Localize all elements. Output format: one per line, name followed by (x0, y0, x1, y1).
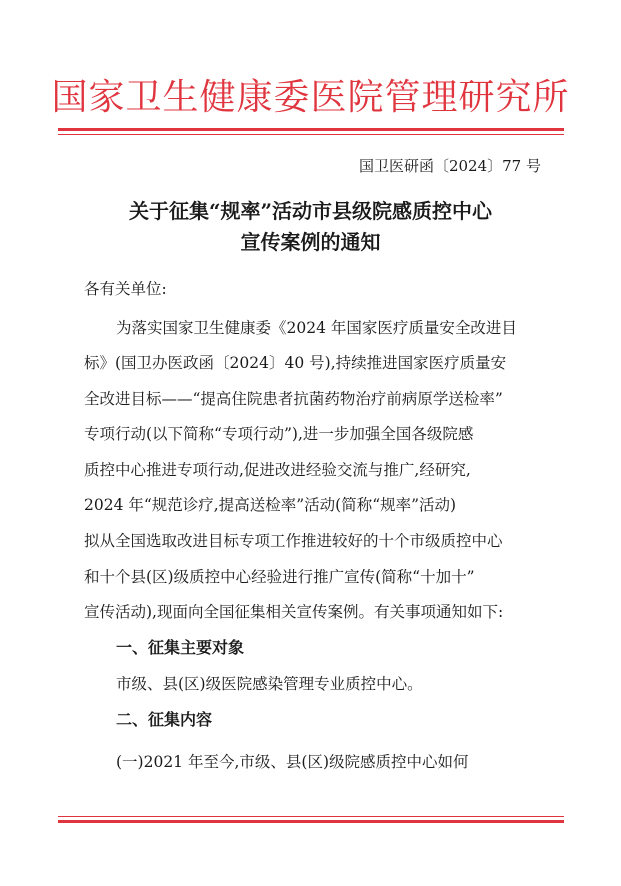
intro-line: 拟从全国选取改进目标专项工作推进较好的十个市级质控中心 (84, 532, 503, 550)
header-rule-thin (58, 134, 564, 135)
document-number: 国卫医研函〔2024〕77 号 (358, 157, 541, 175)
intro-line: 宣传活动),现面向全国征集相关宣传案例。有关事项通知如下: (84, 603, 504, 621)
intro-line: 标》(国卫办医政函〔2024〕40 号),持续推进国家医疗质量安 (84, 354, 507, 372)
organization-header: 国家卫生健康委医院管理研究所 (51, 77, 570, 118)
intro-line: 质控中心推进专项行动,促进改进经验交流与推广,经研究, (84, 461, 471, 479)
section-1-heading: 一、征集主要对象 (116, 638, 245, 657)
intro-line: 全改进目标——“提高住院患者抗菌药物治疗前病原学送检率” (84, 390, 503, 408)
section-1-text: 市级、县(区)级医院感染管理专业质控中心。 (116, 675, 423, 693)
document-title-line-2: 宣传案例的通知 (240, 230, 381, 254)
intro-line: 和十个县(区)级质控中心经验进行推广宣传(简称“十加十” (84, 568, 475, 586)
intro-line: 2024 年“规范诊疗,提高送检率”活动(简称“规率”活动) (84, 496, 457, 514)
intro-line: 专项行动(以下简称“专项行动”),进一步加强全国各级院感 (84, 425, 474, 443)
intro-line: 为落实国家卫生健康委《2024 年国家医疗质量安全改进目 (116, 319, 517, 337)
footer-rule-thin (58, 816, 564, 817)
footer-rule-thick (58, 820, 564, 823)
header-rule-thick (58, 128, 564, 131)
section-2-heading: 二、征集内容 (116, 710, 213, 729)
document-title-line-1: 关于征集“规率”活动市县级院感质控中心 (128, 199, 492, 223)
section-2-text: (一)2021 年至今,市级、县(区)级院感质控中心如何 (116, 753, 469, 771)
salutation: 各有关单位: (84, 280, 167, 298)
